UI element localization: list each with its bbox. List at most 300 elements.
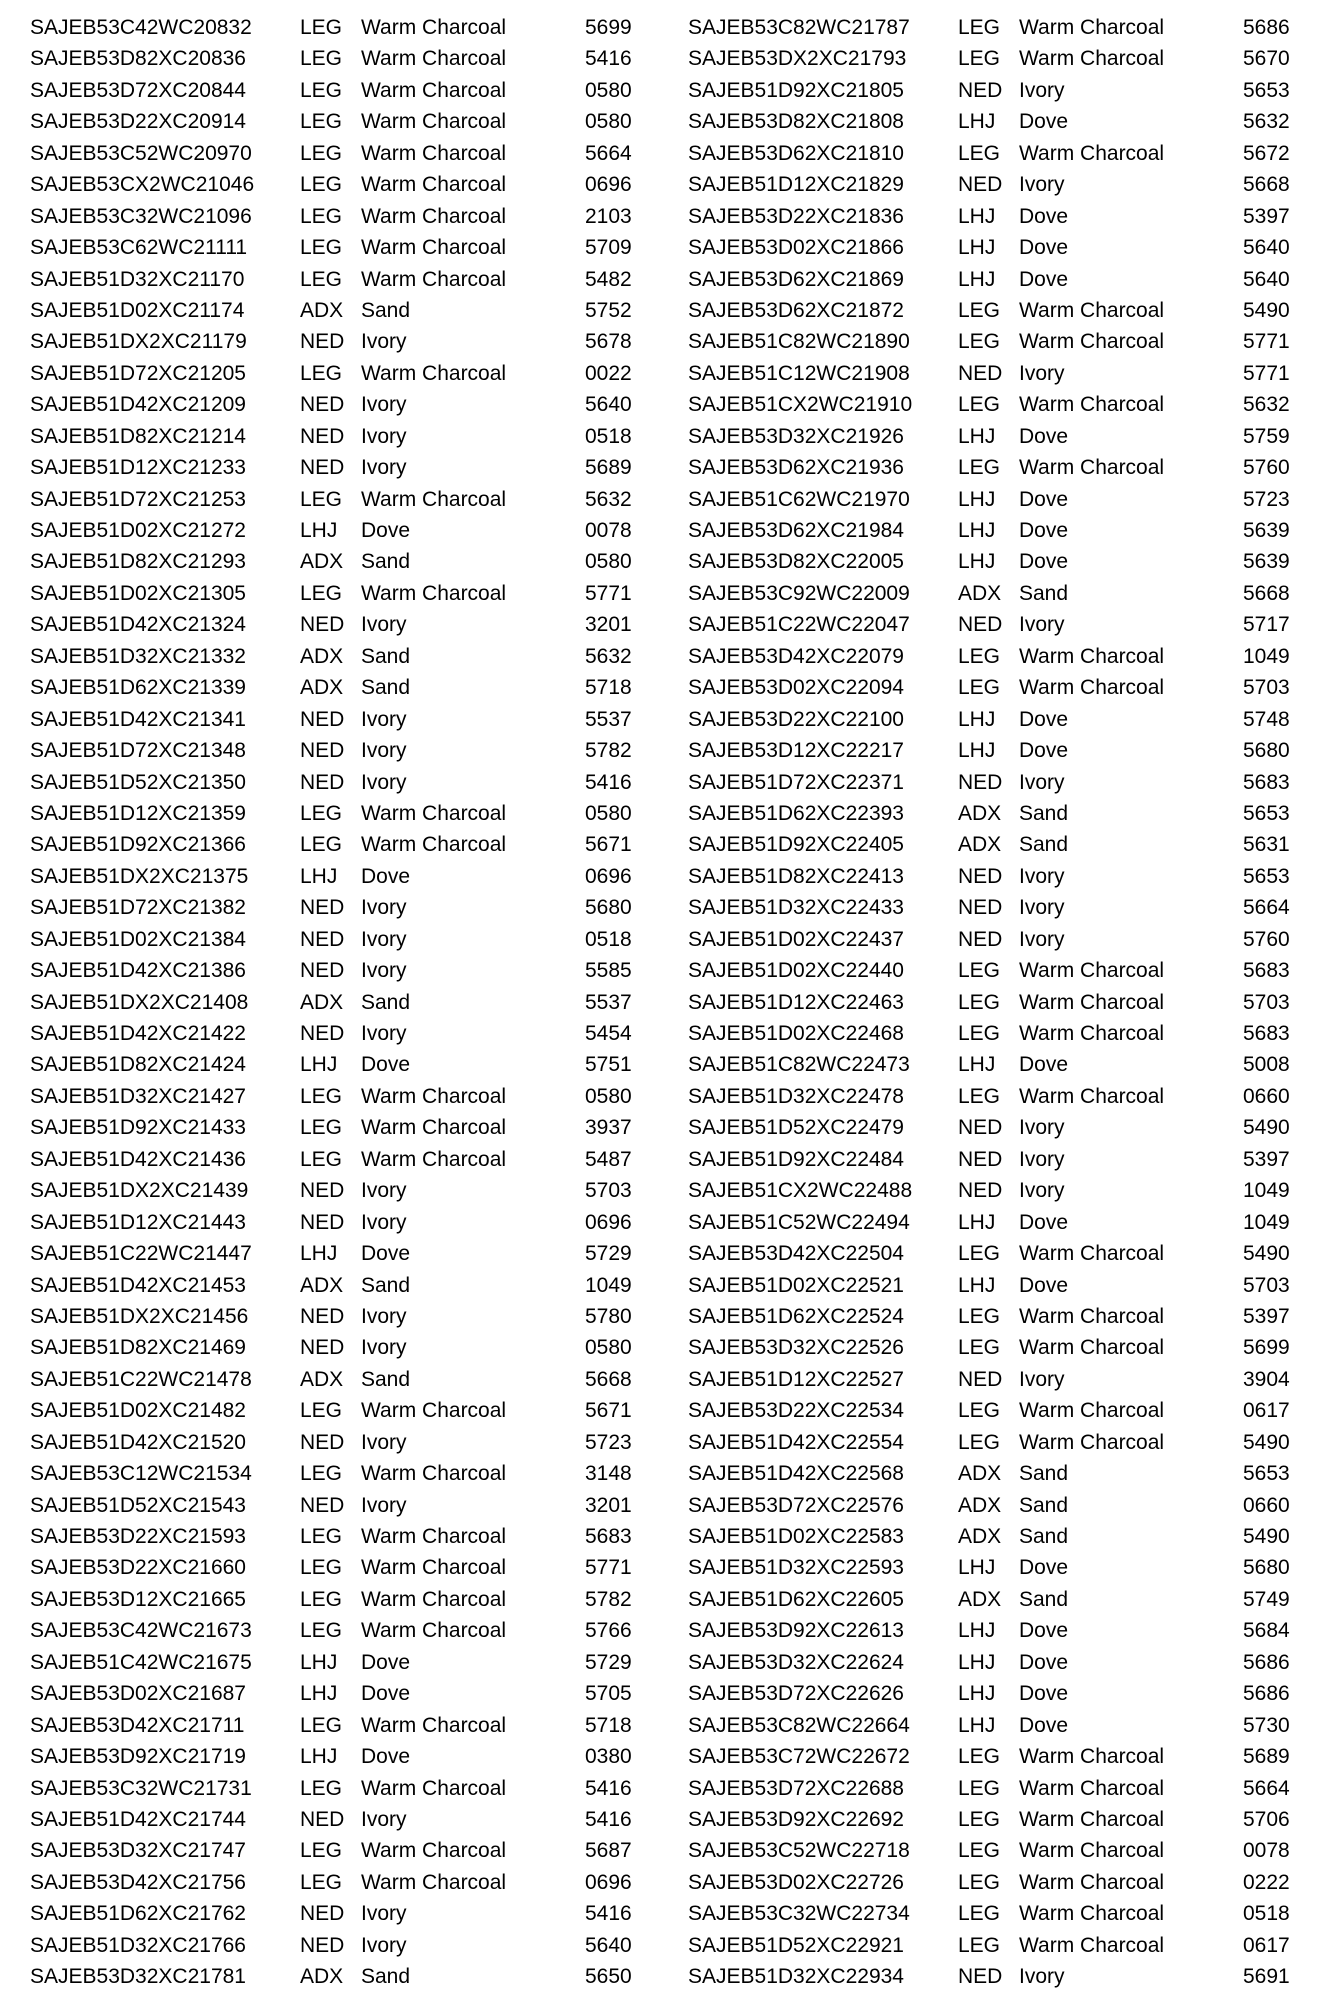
table-row [688, 1615, 1308, 1646]
color-cell: Warm Charcoal [1019, 1242, 1165, 1266]
table-row [30, 421, 650, 452]
number-cell: 5718 [585, 1713, 632, 1737]
number-cell: 3904 [1243, 1367, 1290, 1391]
color-cell: Dove [1019, 1619, 1069, 1643]
trim-code-cell: LEG [300, 236, 343, 260]
table-row [688, 1049, 1308, 1080]
trim-code-cell: LHJ [958, 204, 996, 228]
color-cell: Dove [1019, 1713, 1069, 1737]
vin-cell: SAJEB53DX2XC21793 [688, 47, 907, 71]
color-cell: Warm Charcoal [361, 173, 507, 197]
color-cell: Dove [361, 1745, 411, 1769]
table-row [30, 1835, 650, 1866]
color-cell: Ivory [1019, 1147, 1065, 1171]
vin-cell: SAJEB51D92XC21805 [688, 78, 904, 102]
number-cell: 5537 [585, 990, 632, 1014]
table-row [30, 735, 650, 766]
table-row [688, 767, 1308, 798]
vin-cell: SAJEB53D32XC21781 [30, 1965, 246, 1989]
trim-code-cell: LEG [300, 487, 343, 511]
trim-code-cell: NED [958, 78, 1003, 102]
vin-cell: SAJEB51D92XC22484 [688, 1147, 904, 1171]
color-cell: Warm Charcoal [361, 1870, 507, 1894]
vin-cell: SAJEB53D32XC22526 [688, 1336, 904, 1360]
table-row [30, 358, 650, 389]
number-cell: 5689 [585, 456, 632, 480]
trim-code-cell: LEG [300, 1556, 343, 1580]
vin-cell: SAJEB51D32XC21766 [30, 1933, 246, 1957]
color-cell: Sand [1019, 1525, 1069, 1548]
table-row [30, 1427, 650, 1458]
trim-code-cell: LEG [300, 47, 343, 71]
color-cell: Warm Charcoal [1019, 16, 1165, 39]
color-cell: Dove [1019, 424, 1069, 448]
vin-cell: SAJEB51D32XC21332 [30, 644, 246, 668]
color-cell: Warm Charcoal [361, 1587, 507, 1611]
vin-cell: SAJEB53D42XC21711 [30, 1713, 245, 1737]
trim-code-cell: LEG [300, 1084, 343, 1108]
vin-cell: SAJEB53C62WC21111 [30, 236, 248, 260]
trim-code-cell: NED [300, 393, 345, 417]
trim-code-cell: ADX [958, 1462, 1002, 1486]
vin-cell: SAJEB51C22WC21447 [30, 1242, 252, 1266]
vin-cell: SAJEB51D62XC22393 [688, 801, 904, 825]
trim-code-cell: LEG [958, 1933, 1001, 1957]
color-cell: Sand [361, 990, 411, 1014]
table-row [30, 1804, 650, 1835]
trim-code-cell: NED [300, 770, 345, 794]
color-cell: Ivory [1019, 361, 1065, 385]
vin-cell: SAJEB51DX2XC21456 [30, 1304, 249, 1328]
color-cell: Warm Charcoal [361, 141, 507, 165]
vin-cell: SAJEB53C52WC20970 [30, 141, 252, 165]
number-cell: 5703 [585, 1179, 632, 1203]
vin-cell: SAJEB51C12WC21908 [688, 361, 910, 385]
color-cell: Dove [1019, 236, 1069, 260]
color-cell: Sand [361, 676, 411, 700]
vin-cell: SAJEB53D42XC21756 [30, 1870, 246, 1894]
table-row [30, 641, 650, 672]
table-row [30, 1898, 650, 1929]
trim-code-cell: NED [958, 770, 1003, 794]
color-cell: Dove [1019, 1556, 1069, 1580]
trim-code-cell: ADX [958, 1525, 1002, 1548]
number-cell: 5771 [1243, 330, 1290, 354]
color-cell: Ivory [1019, 173, 1065, 197]
number-cell: 5718 [585, 676, 632, 700]
vin-cell: SAJEB51D82XC21214 [30, 424, 246, 448]
color-cell: Dove [361, 1053, 411, 1077]
number-cell: 0580 [585, 801, 632, 825]
color-cell: Ivory [1019, 896, 1065, 920]
table-row [30, 1584, 650, 1615]
color-cell: Ivory [1019, 78, 1065, 102]
color-cell: Ivory [361, 739, 407, 763]
right-column [688, 12, 1308, 1993]
trim-code-cell: LEG [958, 1022, 1001, 1045]
trim-code-cell: LHJ [958, 1619, 996, 1643]
color-cell: Warm Charcoal [361, 47, 507, 71]
vin-cell: SAJEB53C72WC22672 [688, 1745, 910, 1769]
trim-code-cell: ADX [300, 676, 344, 700]
number-cell: 0696 [585, 864, 632, 888]
trim-code-cell: LHJ [958, 1210, 996, 1234]
color-cell: Dove [361, 1682, 411, 1706]
vin-cell: SAJEB51D32XC22593 [688, 1556, 904, 1580]
table-row [688, 138, 1308, 169]
number-cell: 5668 [1243, 173, 1290, 197]
number-cell: 5686 [1243, 1650, 1290, 1674]
color-cell: Warm Charcoal [361, 267, 507, 291]
trim-code-cell: NED [958, 361, 1003, 385]
trim-code-cell: LEG [300, 1525, 343, 1548]
table-row [688, 1521, 1308, 1552]
number-cell: 0660 [1243, 1084, 1290, 1108]
trim-code-cell: NED [300, 1336, 345, 1360]
table-row [30, 1773, 650, 1804]
trim-code-cell: ADX [300, 644, 344, 668]
number-cell: 5686 [1243, 1682, 1290, 1706]
vin-cell: SAJEB51D82XC22413 [688, 864, 904, 888]
number-cell: 5748 [1243, 707, 1290, 731]
table-row [688, 12, 1308, 43]
vin-cell: SAJEB51DX2XC21179 [30, 330, 247, 354]
table-row [688, 1364, 1308, 1395]
color-cell: Warm Charcoal [1019, 1430, 1165, 1454]
table-row [688, 1458, 1308, 1489]
trim-code-cell: NED [958, 896, 1003, 920]
number-cell: 5683 [1243, 959, 1290, 983]
vin-cell: SAJEB51D32XC22934 [688, 1965, 904, 1989]
table-row [30, 1175, 650, 1206]
vin-cell: SAJEB53D92XC22613 [688, 1619, 904, 1643]
table-row [30, 1238, 650, 1269]
trim-code-cell: NED [300, 927, 345, 951]
vin-cell: SAJEB51D12XC21443 [30, 1210, 246, 1234]
vin-cell: SAJEB53C92WC22009 [688, 581, 910, 605]
number-cell: 5703 [1243, 1273, 1290, 1297]
color-cell: Warm Charcoal [1019, 1902, 1165, 1926]
table-row [688, 1552, 1308, 1583]
table-row [688, 75, 1308, 106]
color-cell: Ivory [1019, 864, 1065, 888]
vin-cell: SAJEB53CX2WC21046 [30, 173, 255, 197]
color-cell: Ivory [361, 1902, 407, 1926]
number-cell: 0580 [585, 78, 632, 102]
vin-cell: SAJEB53D62XC21984 [688, 519, 904, 542]
trim-code-cell: NED [300, 1022, 345, 1045]
color-cell: Warm Charcoal [361, 1084, 507, 1108]
color-cell: Dove [1019, 550, 1069, 574]
vin-cell: SAJEB51D72XC21348 [30, 739, 246, 763]
color-cell: Warm Charcoal [1019, 456, 1165, 480]
table-row [30, 798, 650, 829]
color-cell: Warm Charcoal [1019, 1933, 1165, 1957]
trim-code-cell: LEG [300, 801, 343, 825]
vin-cell: SAJEB53D32XC21747 [30, 1839, 246, 1863]
vin-cell: SAJEB51D42XC22568 [688, 1462, 904, 1486]
table-row [30, 1207, 650, 1238]
color-cell: Warm Charcoal [361, 1776, 507, 1800]
table-row [688, 704, 1308, 735]
color-cell: Ivory [361, 456, 407, 480]
vin-cell: SAJEB51D32XC22433 [688, 896, 904, 920]
trim-code-cell: LHJ [300, 1053, 338, 1077]
color-cell: Ivory [361, 927, 407, 951]
table-row [688, 861, 1308, 892]
number-cell: 5691 [1243, 1965, 1290, 1989]
table-row [30, 1678, 650, 1709]
number-cell: 5631 [1243, 833, 1290, 857]
table-row [688, 1270, 1308, 1301]
color-cell: Warm Charcoal [361, 1713, 507, 1737]
trim-code-cell: LHJ [300, 1745, 338, 1769]
trim-code-cell: LEG [958, 644, 1001, 668]
number-cell: 0617 [1243, 1933, 1290, 1957]
number-cell: 5771 [585, 581, 632, 605]
table-row [688, 389, 1308, 420]
table-row [688, 1332, 1308, 1363]
trim-code-cell: NED [300, 1210, 345, 1234]
color-cell: Warm Charcoal [361, 487, 507, 511]
trim-code-cell: LEG [958, 1870, 1001, 1894]
table-row [30, 609, 650, 640]
color-cell: Dove [1019, 110, 1069, 134]
color-cell: Ivory [361, 1022, 407, 1045]
table-row [30, 169, 650, 200]
table-row [30, 1961, 650, 1992]
table-row [30, 672, 650, 703]
trim-code-cell: LHJ [958, 487, 996, 511]
color-cell: Warm Charcoal [1019, 1304, 1165, 1328]
table-row [688, 421, 1308, 452]
number-cell: 5723 [1243, 487, 1290, 511]
number-cell: 5670 [1243, 47, 1290, 71]
vin-cell: SAJEB53D42XC22079 [688, 644, 904, 668]
table-row [688, 1867, 1308, 1898]
color-cell: Ivory [361, 1179, 407, 1203]
number-cell: 5490 [1243, 1116, 1290, 1140]
vin-cell: SAJEB51D72XC21382 [30, 896, 246, 920]
color-cell: Warm Charcoal [361, 236, 507, 260]
table-row [30, 138, 650, 169]
color-cell: Warm Charcoal [1019, 1084, 1165, 1108]
table-row [30, 1364, 650, 1395]
table-row [30, 578, 650, 609]
table-row [30, 1867, 650, 1898]
vin-cell: SAJEB51C22WC22047 [688, 613, 910, 637]
number-cell: 5730 [1243, 1713, 1290, 1737]
vin-cell: SAJEB51D42XC21436 [30, 1147, 246, 1171]
trim-code-cell: NED [300, 1179, 345, 1203]
color-cell: Ivory [1019, 613, 1065, 637]
number-cell: 5780 [585, 1304, 632, 1328]
vin-cell: SAJEB51D42XC21209 [30, 393, 246, 417]
vin-cell: SAJEB51D52XC21543 [30, 1493, 246, 1517]
color-cell: Dove [1019, 267, 1069, 291]
color-cell: Warm Charcoal [1019, 1776, 1165, 1800]
number-cell: 5490 [1243, 1525, 1290, 1548]
trim-code-cell: LEG [958, 1839, 1001, 1863]
trim-code-cell: NED [958, 613, 1003, 637]
trim-code-cell: NED [300, 456, 345, 480]
trim-code-cell: LHJ [300, 864, 338, 888]
number-cell: 5759 [1243, 424, 1290, 448]
vin-cell: SAJEB53D62XC21810 [688, 141, 904, 165]
number-cell: 0580 [585, 1084, 632, 1108]
number-cell: 5008 [1243, 1053, 1290, 1077]
color-cell: Dove [1019, 1682, 1069, 1706]
color-cell: Warm Charcoal [1019, 141, 1165, 165]
table-row [30, 264, 650, 295]
color-cell: Sand [361, 1273, 411, 1297]
vin-cell: SAJEB51D02XC21482 [30, 1399, 246, 1423]
vin-cell: SAJEB53D02XC22094 [688, 676, 904, 700]
vin-cell: SAJEB53D22XC21660 [30, 1556, 246, 1580]
number-cell: 5639 [1243, 550, 1290, 574]
trim-code-cell: LEG [300, 833, 343, 857]
table-row [30, 704, 650, 735]
table-row [30, 924, 650, 955]
trim-code-cell: LHJ [958, 1556, 996, 1580]
color-cell: Warm Charcoal [1019, 1807, 1165, 1831]
vin-cell: SAJEB53D82XC21808 [688, 110, 904, 134]
table-row [688, 798, 1308, 829]
table-row [688, 1301, 1308, 1332]
vin-cell: SAJEB51D12XC22527 [688, 1367, 904, 1391]
table-row [688, 1018, 1308, 1049]
vin-cell: SAJEB51D12XC22463 [688, 990, 904, 1014]
table-row [30, 1741, 650, 1772]
table-row [688, 578, 1308, 609]
table-row [688, 546, 1308, 577]
number-cell: 5683 [585, 1525, 632, 1548]
trim-code-cell: LEG [958, 1399, 1001, 1423]
vin-cell: SAJEB51D72XC21205 [30, 361, 246, 385]
color-cell: Dove [361, 519, 411, 542]
number-cell: 5672 [1243, 141, 1290, 165]
trim-code-cell: LHJ [958, 550, 996, 574]
number-cell: 5703 [1243, 990, 1290, 1014]
number-cell: 3201 [585, 613, 632, 637]
table-row [688, 264, 1308, 295]
trim-code-cell: LEG [300, 1870, 343, 1894]
color-cell: Sand [1019, 1587, 1069, 1611]
table-row [30, 452, 650, 483]
trim-code-cell: LEG [958, 959, 1001, 983]
number-cell: 5671 [585, 833, 632, 857]
vin-cell: SAJEB53C12WC21534 [30, 1462, 252, 1486]
table-row [688, 43, 1308, 74]
vin-cell: SAJEB53D72XC22688 [688, 1776, 904, 1800]
vin-cell: SAJEB51D92XC22405 [688, 833, 904, 857]
vin-cell: SAJEB53D92XC21719 [30, 1745, 246, 1769]
vin-cell: SAJEB51D82XC21469 [30, 1336, 246, 1360]
trim-code-cell: LHJ [958, 1273, 996, 1297]
number-cell: 5782 [585, 739, 632, 763]
table-row [688, 1741, 1308, 1772]
number-cell: 1049 [585, 1273, 632, 1297]
table-row [30, 767, 650, 798]
trim-code-cell: LEG [958, 676, 1001, 700]
trim-code-cell: LEG [958, 141, 1001, 165]
color-cell: Sand [361, 1367, 411, 1391]
trim-code-cell: LHJ [958, 707, 996, 731]
trim-code-cell: ADX [300, 1965, 344, 1989]
vin-cell: SAJEB51D62XC21339 [30, 676, 246, 700]
table-row [688, 1773, 1308, 1804]
table-row [30, 484, 650, 515]
color-cell: Ivory [361, 707, 407, 731]
table-row [30, 1521, 650, 1552]
table-row [688, 1898, 1308, 1929]
vin-cell: SAJEB51D02XC21272 [30, 519, 246, 542]
color-cell: Sand [1019, 1462, 1069, 1486]
number-cell: 5771 [1243, 361, 1290, 385]
number-cell: 0518 [1243, 1902, 1290, 1926]
table-row [688, 1207, 1308, 1238]
number-cell: 3201 [585, 1493, 632, 1517]
color-cell: Warm Charcoal [361, 1462, 507, 1486]
color-cell: Warm Charcoal [361, 361, 507, 385]
number-cell: 5703 [1243, 676, 1290, 700]
trim-code-cell: NED [300, 1807, 345, 1831]
color-cell: Warm Charcoal [361, 1839, 507, 1863]
table-row [30, 892, 650, 923]
trim-code-cell: ADX [300, 550, 344, 574]
number-cell: 5653 [1243, 78, 1290, 102]
table-row [688, 1835, 1308, 1866]
number-cell: 5683 [1243, 1022, 1290, 1045]
table-row [688, 829, 1308, 860]
vin-cell: SAJEB51D02XC22440 [688, 959, 904, 983]
color-cell: Ivory [361, 896, 407, 920]
trim-code-cell: ADX [300, 1367, 344, 1391]
color-cell: Ivory [361, 613, 407, 637]
trim-code-cell: NED [300, 1493, 345, 1517]
number-cell: 5684 [1243, 1619, 1290, 1643]
vin-cell: SAJEB51D02XC22437 [688, 927, 904, 951]
table-row [30, 1081, 650, 1112]
table-row [688, 1930, 1308, 1961]
vin-cell: SAJEB53C32WC21096 [30, 204, 252, 228]
number-cell: 3148 [585, 1462, 632, 1486]
vin-cell: SAJEB51D12XC21233 [30, 456, 246, 480]
vin-cell: SAJEB53D22XC22534 [688, 1399, 904, 1423]
table-row [688, 924, 1308, 955]
vin-cell: SAJEB51D52XC22921 [688, 1933, 904, 1957]
vin-cell: SAJEB51D02XC21384 [30, 927, 246, 951]
trim-code-cell: LEG [958, 47, 1001, 71]
vin-cell: SAJEB51D02XC22468 [688, 1022, 904, 1045]
color-cell: Warm Charcoal [361, 16, 507, 39]
table-row [30, 1049, 650, 1080]
color-cell: Dove [1019, 519, 1069, 542]
color-cell: Warm Charcoal [361, 1399, 507, 1423]
number-cell: 5397 [1243, 204, 1290, 228]
number-cell: 5729 [585, 1650, 632, 1674]
number-cell: 5537 [585, 707, 632, 731]
table-row [30, 1018, 650, 1049]
table-row [688, 358, 1308, 389]
color-cell: Dove [1019, 1273, 1069, 1297]
number-cell: 5416 [585, 1776, 632, 1800]
table-row [688, 1490, 1308, 1521]
color-cell: Warm Charcoal [1019, 1399, 1165, 1423]
number-cell: 5454 [585, 1022, 632, 1045]
vin-cell: SAJEB53D82XC22005 [688, 550, 904, 574]
table-row [30, 1301, 650, 1332]
